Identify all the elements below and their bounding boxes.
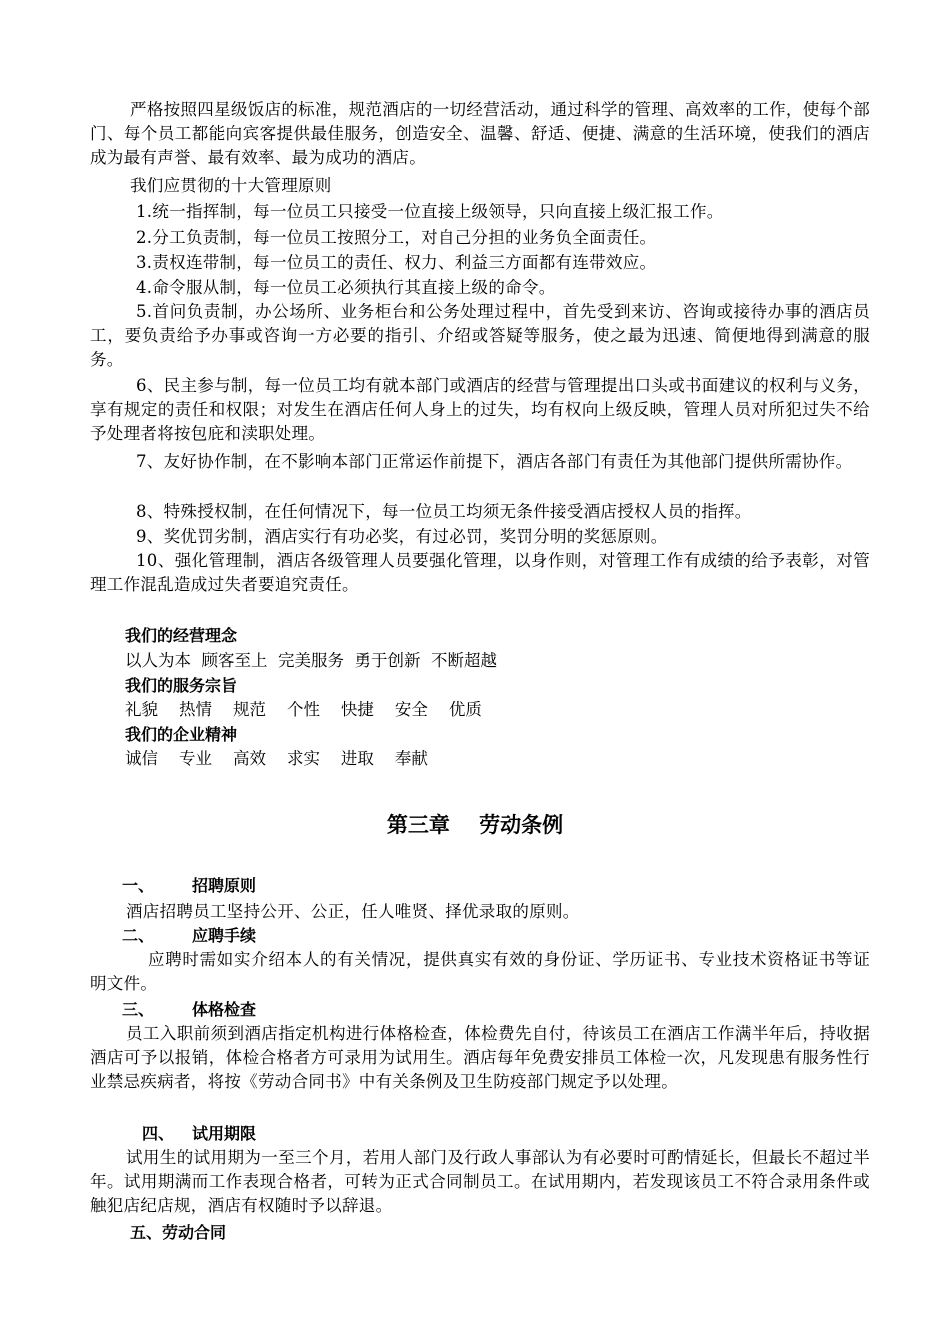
principles-heading: 我们应贯彻的十大管理原则 [130, 176, 332, 195]
principle-item: 5.首问负责制，办公场所、业务柜台和公务处理过程中，首先受到来访、咨询或接待办事的酒店员工，要负责给予办事或咨询一方必要的指引、介绍或答疑等服务，使之最为迅速、简便地得到满意的服务。 [90, 302, 870, 369]
section-title: 试用期限 [192, 1124, 257, 1143]
section-title: 五、劳动合同 [130, 1223, 227, 1242]
principle-item: 7、友好协作制，在不影响本部门正常运作前提下，酒店各部门有责任为其他部门提供所需协作。 [136, 452, 853, 471]
section-title: 体格检查 [192, 1000, 257, 1019]
service-aim-heading: 我们的服务宗旨 [125, 676, 238, 695]
section-body: 试用生的试用期为一至三个月，若用人部门及行政人事部认为有必要时可酌情延长，但最长不超过半年。试用期满而工作表现合格者，可转为正式合同制员工。在试用期内，若发现该员工不符合录用条件或触犯店纪店规，酒店有权随时予以辞退。 [90, 1148, 870, 1215]
spirit-text: 诚信 专业 高效 求实 进取 奉献 [125, 749, 428, 768]
principle-item: 1.统一指挥制，每一位员工只接受一位直接上级领导，只向直接上级汇报工作。 [136, 202, 724, 221]
section-number: 一、 [122, 876, 155, 895]
philosophy-heading: 我们的经营理念 [125, 626, 238, 645]
section-number: 二、 [122, 926, 155, 945]
principle-item: 2.分工负责制，每一位员工按照分工，对自己分担的业务负全面责任。 [136, 228, 657, 247]
spirit-heading: 我们的企业精神 [125, 725, 238, 744]
principle-item: 3.责权连带制，每一位员工的责任、权力、利益三方面都有连带效应。 [136, 253, 657, 272]
section-body: 员工入职前须到酒店指定机构进行体格检查，体检费先自付，待该员工在酒店工作满半年后，持收据酒店可予以报销，体检合格者方可录用为试用生。酒店每年免费安排员工体检一次，凡发现患有服务性行业禁忌疾病者，将按《劳动合同书》中有关条例及卫生防疫部门规定予以处理。 [90, 1024, 870, 1091]
section-number: 三、 [122, 1000, 155, 1019]
principle-item: 6、民主参与制，每一位员工均有就本部门或酒店的经营与管理提出口头或书面建议的权利与义务，享有规定的责任和权限；对发生在酒店任何人身上的过失，均有权向上级反映，管理人员对所犯过失不给予处理者将按包庇和渎职处理。 [90, 376, 870, 443]
principle-item: 10、强化管理制，酒店各级管理人员要强化管理，以身作则，对管理工作有成绩的给予表彰，对管理工作混乱造成过失者要追究责任。 [90, 551, 870, 594]
principle-item: 9、奖优罚劣制，酒店实行有功必奖，有过必罚，奖罚分明的奖惩原则。 [136, 527, 668, 546]
philosophy-text: 以人为本 顾客至上 完美服务 勇于创新 不断超越 [125, 651, 497, 670]
chapter-title: 第三章 劳动条例 [386, 813, 564, 837]
service-aim-text: 礼貌 热情 规范 个性 快捷 安全 优质 [125, 700, 482, 719]
principle-item: 8、特殊授权制，在任何情况下，每一位员工均须无条件接受酒店授权人员的指挥。 [136, 502, 752, 521]
section-number: 四、 [142, 1124, 175, 1143]
section-body: 应聘时需如实介绍本人的有关情况，提供真实有效的身份证、学历证书、专业技术资格证书等证明文件。 [90, 950, 870, 993]
section-body: 酒店招聘员工坚持公开、公正，任人唯贤、择优录取的原则。 [126, 902, 580, 921]
section-title: 招聘原则 [192, 876, 257, 895]
principle-item: 4.命令服从制，每一位员工必须执行其直接上级的命令。 [136, 278, 556, 297]
intro-paragraph: 严格按照四星级饭店的标准，规范酒店的一切经营活动，通过科学的管理、高效率的工作，使每个部门、每个员工都能向宾客提供最佳服务，创造安全、温馨、舒适、便捷、满意的生活环境，使我们的酒店成为最有声誉、最有效率、最为成功的酒店。 [90, 100, 870, 167]
section-title: 应聘手续 [192, 926, 257, 945]
